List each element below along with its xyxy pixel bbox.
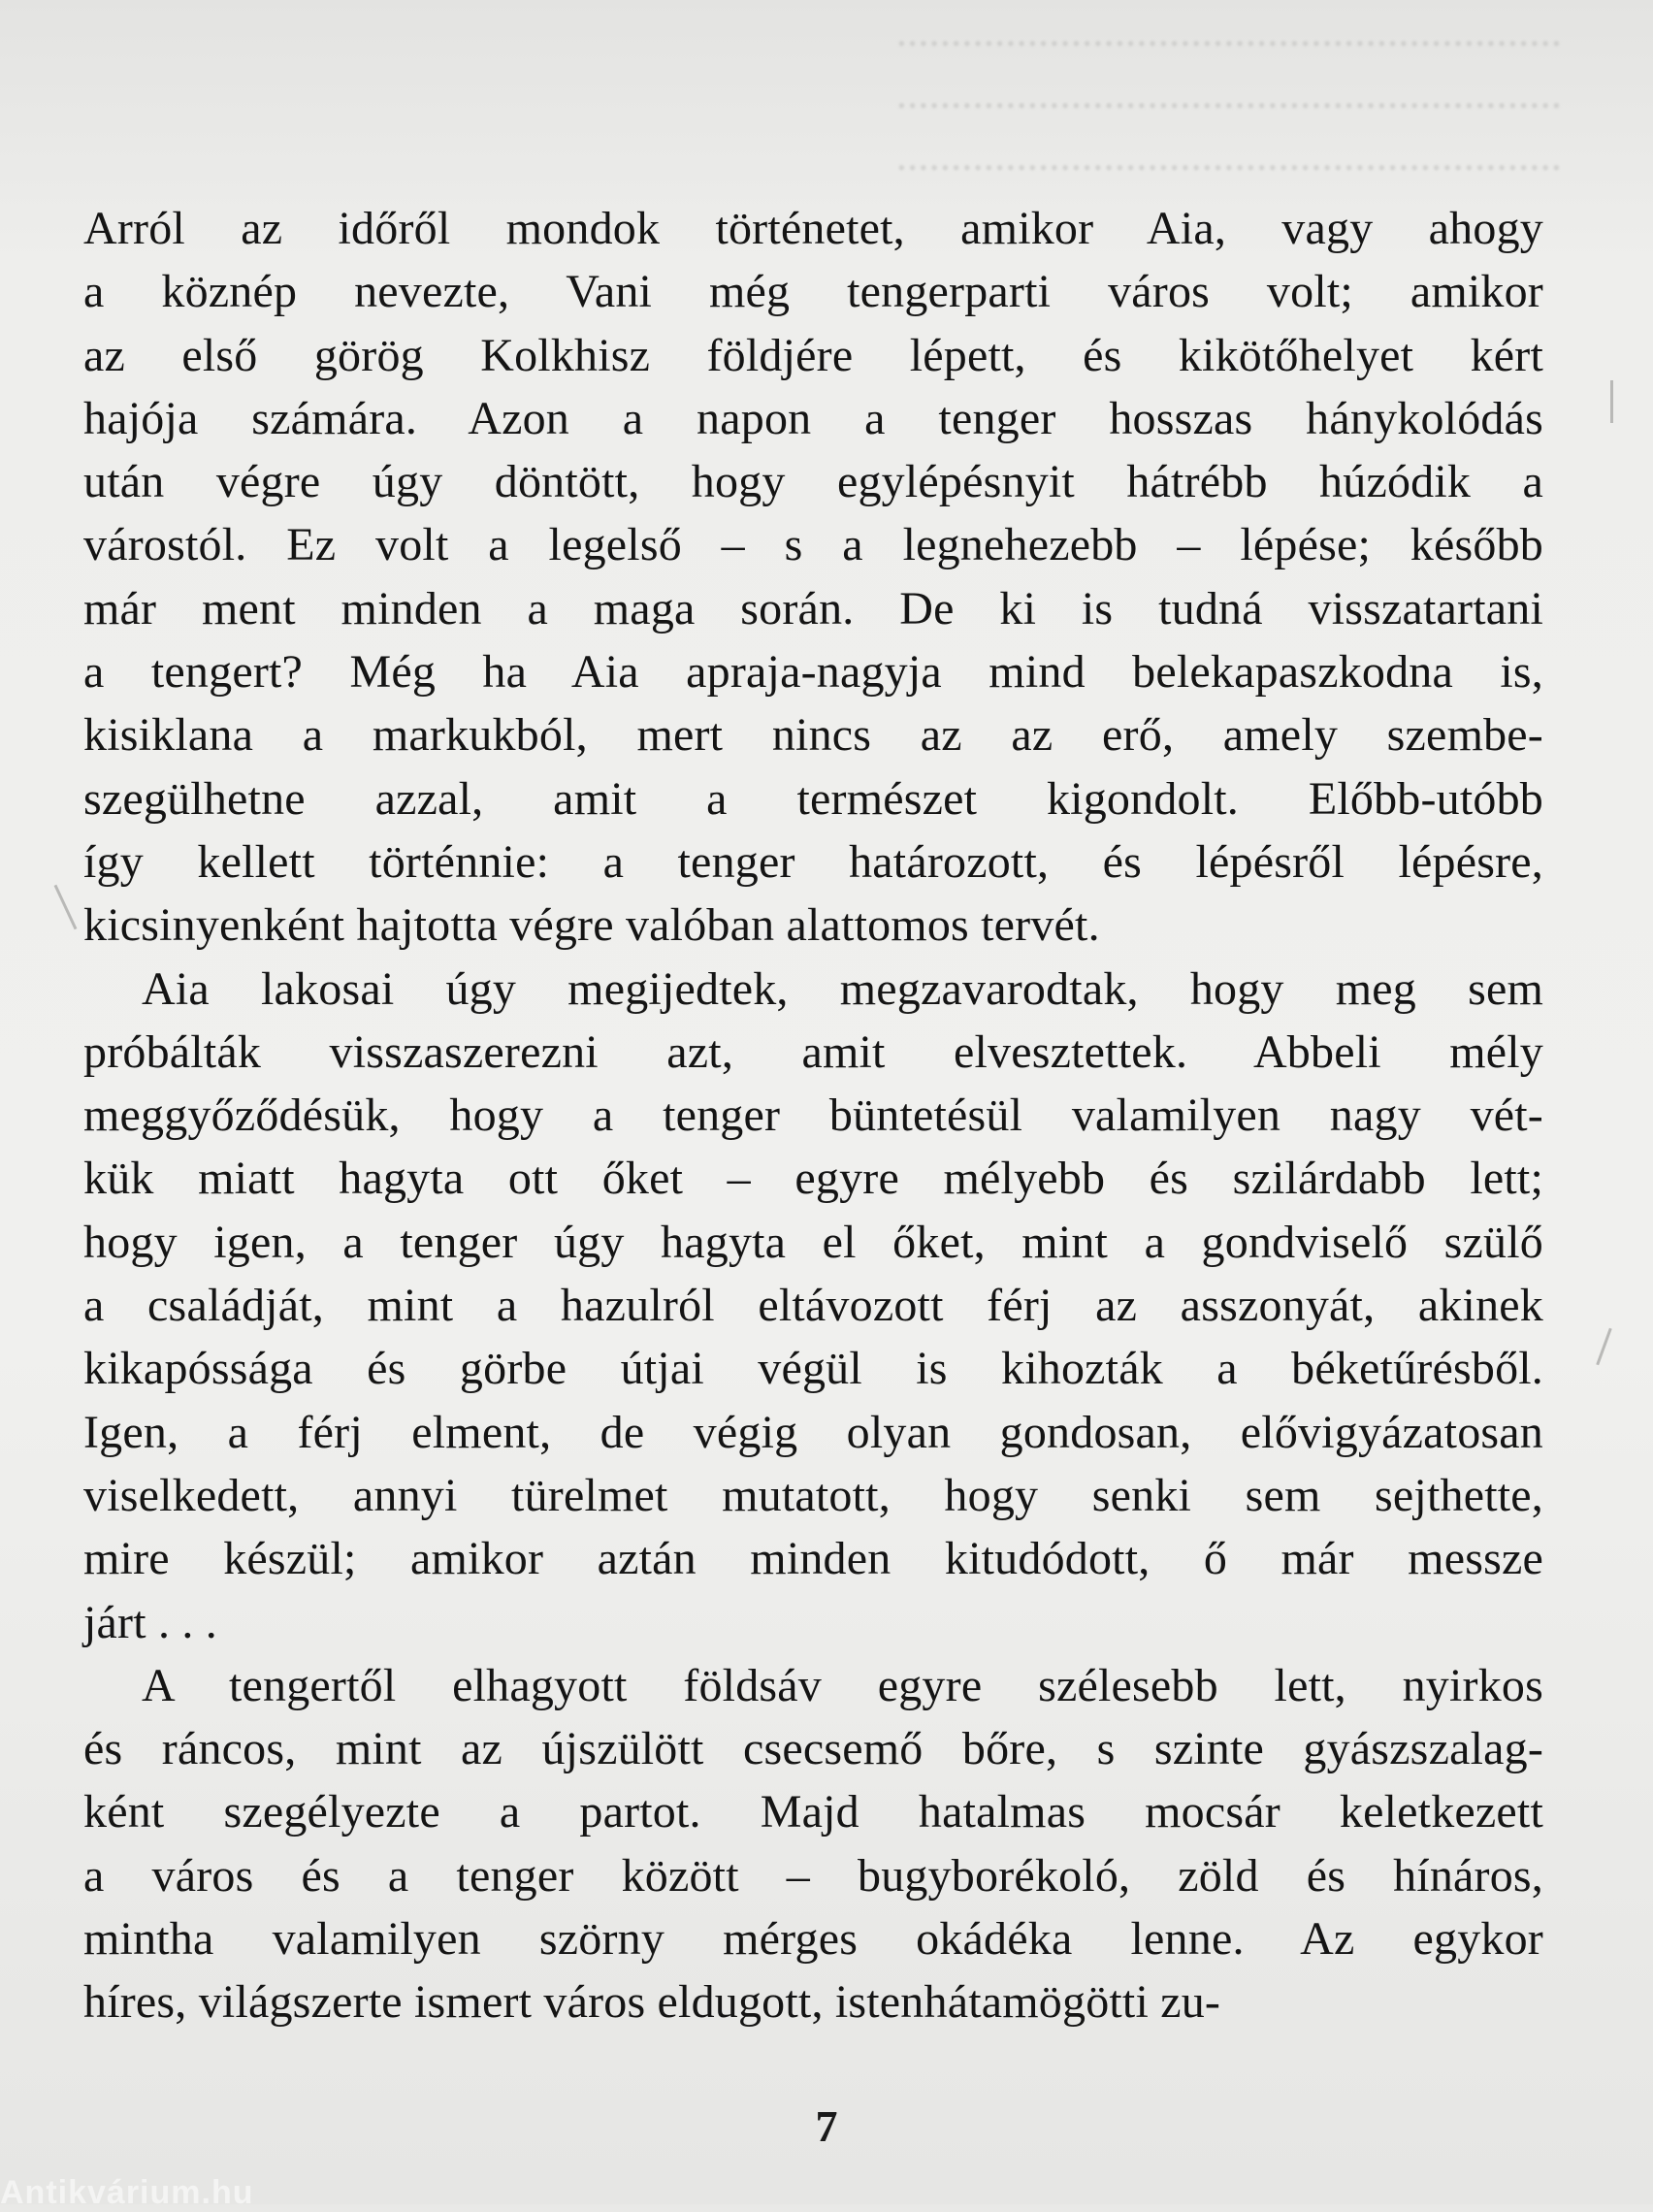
text-line: várostól. Ez volt a legelső – s a legnehezebb – lépése; később	[83, 519, 1543, 571]
paragraph	[83, 1654, 1543, 2034]
text-line: már ment minden a maga során. De ki is tudná visszatartani	[83, 582, 1543, 634]
body-text	[83, 197, 1543, 2034]
text-line: szegülhetne azzal, amit a természet kigondolt. Előbb-utóbb	[83, 772, 1543, 825]
text-line: híres, világszerte ismert város eldugott, istenhátamögötti zu-	[83, 1976, 1221, 2029]
text-line: a tengert? Még ha Aia apraja-nagyja mind belekapaszkodna is,	[83, 646, 1543, 699]
text-line: járt . . .	[83, 1596, 217, 1648]
page-number: 7	[815, 2101, 838, 2151]
paragraph	[83, 197, 1543, 958]
margin-mark	[54, 885, 78, 930]
text-line: Igen, a férj elment, de végig olyan gondosan, elővigyázatosan	[83, 1406, 1543, 1458]
paragraph	[83, 958, 1543, 1654]
text-line: A tengertől elhagyott földsáv egyre szélesebb lett, nyirkos	[142, 1659, 1543, 1711]
text-line: mire készül; amikor aztán minden kitudódott, ő már messze	[83, 1533, 1543, 1585]
text-line: kisiklana a markukból, mert nincs az az erő, amely szembe-	[83, 709, 1543, 762]
text-line: után végre úgy döntött, hogy egylépésnyit hátrébb húzódik a	[83, 456, 1543, 508]
text-line: és ráncos, mint az újszülött csecsemő bőre, s szinte gyászszalag-	[83, 1723, 1543, 1775]
text-line: Aia lakosai úgy megijedtek, megzavarodtak, hogy meg sem	[142, 962, 1543, 1015]
text-line: az első görög Kolkhisz földjére lépett, és kikötőhelyet kért	[83, 329, 1543, 381]
watermark: Antikvárium.hu	[0, 2174, 254, 2211]
text-line: meggyőződésük, hogy a tenger büntetésül valamilyen nagy vét-	[83, 1090, 1543, 1142]
text-line: kikapóssága és görbe útjai végül is kihozták a béketűrésből.	[83, 1343, 1543, 1395]
text-line: viselkedett, annyi türelmet mutatott, hogy senki sem sejthette,	[83, 1469, 1543, 1521]
margin-mark	[1596, 1328, 1612, 1366]
show-through-text: ............................................................. ............................................................. .............................................................	[895, 7, 1562, 179]
text-line: kük miatt hagyta ott őket – egyre mélyebb és szilárdabb lett;	[83, 1153, 1543, 1205]
text-line: így kellett történnie: a tenger határozott, és lépésről lépésre,	[83, 835, 1543, 888]
text-line: próbálták visszaszerezni azt, amit elvesztettek. Abbeli mély	[83, 1025, 1543, 1078]
text-line: a családját, mint a hazulról eltávozott férj az asszonyát, akinek	[83, 1280, 1543, 1332]
text-line: ként szegélyezte a partot. Majd hatalmas mocsár keletkezett	[83, 1786, 1543, 1838]
text-line: hajója számára. Azon a napon a tenger hosszas hánykolódás	[83, 392, 1543, 444]
text-line: Arról az időről mondok történetet, amikor Aia, vagy ahogy	[83, 203, 1543, 254]
text-line: hogy igen, a tenger úgy hagyta el őket, mint a gondviselő szülő	[83, 1216, 1543, 1268]
margin-mark	[1610, 380, 1613, 423]
text-line: a köznép nevezte, Vani még tengerparti város volt; amikor	[83, 266, 1543, 318]
text-line: mintha valamilyen szörny mérges okádéka lenne. Az egykor	[83, 1913, 1543, 1966]
text-line: kicsinyenként hajtotta végre valóban alattomos tervét.	[83, 899, 1100, 952]
text-line: a város és a tenger között – bugyborékoló, zöld és hínáros,	[83, 1849, 1543, 1902]
